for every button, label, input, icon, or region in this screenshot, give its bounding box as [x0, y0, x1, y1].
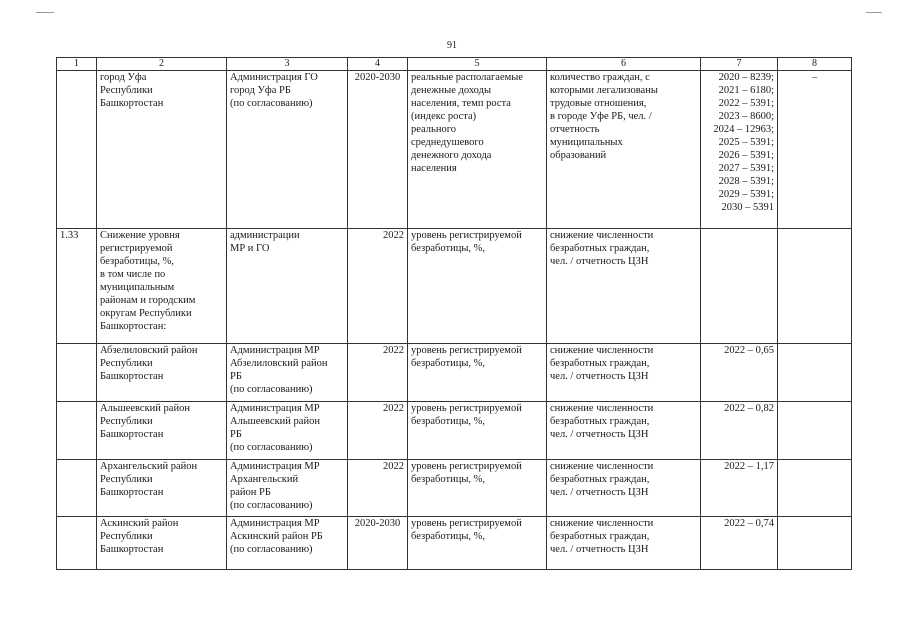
cell-measure: снижение численности безработных граждан, чел. / отчетность ЦЗН: [547, 460, 701, 517]
cell-number: [57, 402, 97, 460]
cell-indicator: уровень регистрируемой безработицы, %,: [408, 344, 547, 402]
cell-territory: Архангельский район Республики Башкортостан: [97, 460, 227, 517]
cell-executor: Администрация МР Абзелиловский район РБ (по согласованию): [227, 344, 348, 402]
cell-note: –: [778, 71, 852, 229]
cell-indicator: реальные располагаемые денежные доходы населения, темп роста (индекс роста) реального среднедушевого денежного дохода населения: [408, 71, 547, 229]
cell-measure: снижение численности безработных граждан, чел. / отчетность ЦЗН: [547, 229, 701, 344]
table-row: [57, 517, 852, 570]
cell-executor: Администрация МР Архангельский район РБ (по согласованию): [227, 460, 348, 517]
cell-number: [57, 517, 97, 570]
cell-measure: снижение численности безработных граждан, чел. / отчетность ЦЗН: [547, 517, 701, 570]
cell-number: 1.33: [57, 229, 97, 344]
cell-period: 2022: [348, 460, 408, 517]
table-row: [57, 229, 852, 344]
column-header: 4: [348, 58, 408, 71]
cell-period: 2022: [348, 344, 408, 402]
cell-number: [57, 344, 97, 402]
cell-territory: Альшеевский район Республики Башкортостан: [97, 402, 227, 460]
data-table: [56, 57, 852, 570]
cell-period: 2022: [348, 402, 408, 460]
cell-note: [778, 460, 852, 517]
table-row: [57, 460, 852, 517]
column-header: 2: [97, 58, 227, 71]
cell-executor: Администрация МР Аскинский район РБ (по согласованию): [227, 517, 348, 570]
cell-note: [778, 229, 852, 344]
cell-indicator: уровень регистрируемой безработицы, %,: [408, 517, 547, 570]
column-header: 8: [778, 58, 852, 71]
page-number: 91: [447, 40, 457, 51]
table-row: [57, 71, 852, 229]
cell-territory: Абзелиловский район Республики Башкортостан: [97, 344, 227, 402]
column-header: 1: [57, 58, 97, 71]
cell-period: 2022: [348, 229, 408, 344]
cell-indicator: уровень регистрируемой безработицы, %,: [408, 460, 547, 517]
cell-executor: администрации МР и ГО: [227, 229, 348, 344]
cell-note: [778, 517, 852, 570]
column-header: 6: [547, 58, 701, 71]
cell-measure: снижение численности безработных граждан, чел. / отчетность ЦЗН: [547, 344, 701, 402]
cell-values: 2022 – 0,65: [701, 344, 778, 402]
cell-values: 2022 – 0,74: [701, 517, 778, 570]
cell-note: [778, 344, 852, 402]
column-header: 3: [227, 58, 348, 71]
cell-note: [778, 402, 852, 460]
cell-measure: снижение численности безработных граждан, чел. / отчетность ЦЗН: [547, 402, 701, 460]
table-row: [57, 402, 852, 460]
cell-measure: количество граждан, с которыми легализованы трудовые отношения, в городе Уфе РБ, чел. / отчетность муниципальных образований: [547, 71, 701, 229]
cell-executor: Администрация МР Альшеевский район РБ (по согласованию): [227, 402, 348, 460]
cell-values: [701, 229, 778, 344]
column-number-row: [57, 58, 852, 71]
scan-mark-left: [36, 12, 54, 13]
cell-values: 2020 – 8239; 2021 – 6180; 2022 – 5391; 2023 – 8600; 2024 – 12963; 2025 – 5391; 2026 – 5391; 2027 – 5391; 2028 – 5391; 2029 – 5391; 2030 – 5391: [701, 71, 778, 229]
column-header: 7: [701, 58, 778, 71]
cell-executor: Администрация ГО город Уфа РБ (по согласованию): [227, 71, 348, 229]
column-header: 5: [408, 58, 547, 71]
cell-territory: Аскинский район Республики Башкортостан: [97, 517, 227, 570]
cell-indicator: уровень регистрируемой безработицы, %,: [408, 402, 547, 460]
table-row: [57, 344, 852, 402]
cell-values: 2022 – 0,82: [701, 402, 778, 460]
cell-values: 2022 – 1,17: [701, 460, 778, 517]
scan-mark-right: [866, 12, 882, 13]
cell-period: 2020-2030: [348, 517, 408, 570]
cell-number: [57, 460, 97, 517]
cell-territory: город Уфа Республики Башкортостан: [97, 71, 227, 229]
cell-indicator: уровень регистрируемой безработицы, %,: [408, 229, 547, 344]
cell-territory: Снижение уровня регистрируемой безработицы, %, в том числе по муниципальным районам и городским округам Республики Башкортостан:: [97, 229, 227, 344]
cell-period: 2020-2030: [348, 71, 408, 229]
cell-number: [57, 71, 97, 229]
